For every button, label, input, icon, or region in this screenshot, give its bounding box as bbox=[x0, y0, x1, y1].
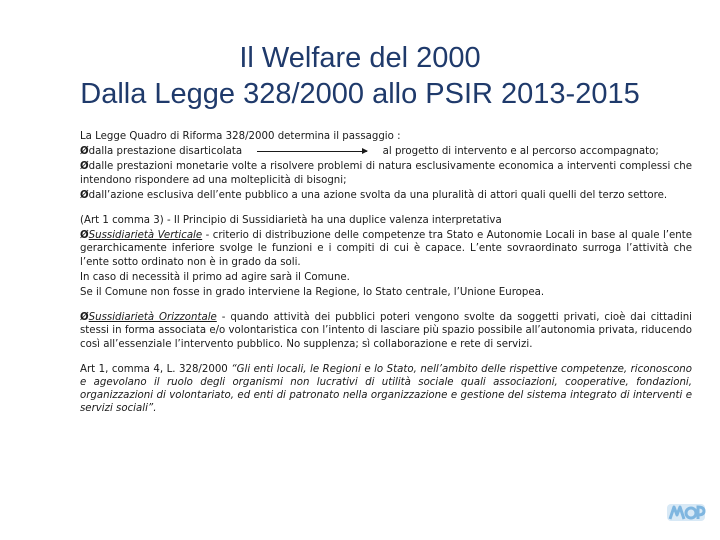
bullet-text-left: dalla prestazione disarticolata bbox=[88, 146, 243, 158]
brand-logo-icon bbox=[666, 498, 706, 526]
art14-lead: Art 1, comma 4, L. 328/2000 bbox=[80, 363, 232, 375]
bullet-item bbox=[80, 160, 692, 186]
arrow-bullet-icon: Ø bbox=[80, 146, 89, 158]
term-definition: - quando attività dei pubblici poteri vengono svolte da soggetti privati, cioè dai cittadini stessi in forma associata e/o volontaristica con l’intento di lasciare più spazio possibile all’autonomia privata, riducendo così all’essenziale l’intervento pubblico. No supplenza; sì collaborazione e rete di servizi. bbox=[80, 312, 692, 350]
intro-text: La Legge Quadro di Riforma 328/2000 determina il passaggio : bbox=[80, 131, 401, 142]
bullet-item bbox=[80, 311, 692, 351]
bullet-text: dalle prestazioni monetarie volte a risolvere problemi di natura esclusivamente economica a interventi complessi che intendono rispondere ad una molteplicità di bisogni; bbox=[80, 161, 692, 186]
term-sussidiarieta-verticale: Sussidiarietà Verticale bbox=[88, 230, 203, 242]
slide-title bbox=[60, 40, 660, 112]
term-definition: - criterio di distribuzione delle competenze tra Stato e Autonomie Locali in base al quale l’ente gerarchicamente inferiore svolge le funzioni e i compiti di cui è capace. L’ente sovraordinato surroga l’attività che l’ente sotto ordinato non è in grado da soli. bbox=[80, 230, 693, 268]
title-line-1: Il Welfare del 2000 bbox=[239, 42, 481, 74]
term-sussidiarieta-orizzontale: Sussidiarietà Orizzontale bbox=[88, 312, 217, 324]
bullet-text: dall’azione esclusiva dell’ente pubblico a una azione svolta da una pluralità di attori quali quelli del terzo settore. bbox=[88, 189, 668, 201]
arrow-bullet-icon: Ø bbox=[80, 230, 89, 242]
slide-body bbox=[80, 130, 692, 418]
arrow-bullet-icon: Ø bbox=[80, 189, 89, 201]
body-line: In caso di necessità il primo ad agire sarà il Comune. bbox=[80, 271, 350, 283]
arrow-bullet-icon: Ø bbox=[80, 161, 89, 173]
bullet-text-right: al progetto di intervento e al percorso accompagnato; bbox=[382, 146, 659, 158]
bullet-item bbox=[80, 229, 692, 269]
bullet-item bbox=[80, 145, 692, 158]
body-line: Se il Comune non fosse in grado interviene la Regione, lo Stato centrale, l’Unione Europea. bbox=[80, 287, 545, 299]
art14-quote: “Gli enti locali, le Regioni e lo Stato, nell’ambito delle rispettive competenze, riconoscono e agevolano il ruolo degli organismi non lucrativi di utilità sociale quali associazioni, cooperative, fondazioni, organizzazioni di volontariato, ed enti di patronato nella organizzazione e gestione del sistema integrato di interventi e servizi sociali”. bbox=[80, 363, 692, 415]
title-line-2: Dalla Legge 328/2000 allo PSIR 2013-2015 bbox=[80, 78, 640, 110]
right-arrow-icon bbox=[257, 151, 367, 152]
art14-paragraph bbox=[80, 363, 692, 416]
art1-heading: (Art 1 comma 3) - Il Principio di Sussidiarietà ha una duplice valenza interpretativa bbox=[80, 215, 502, 227]
bullet-item bbox=[80, 189, 692, 202]
arrow-bullet-icon: Ø bbox=[80, 312, 89, 324]
